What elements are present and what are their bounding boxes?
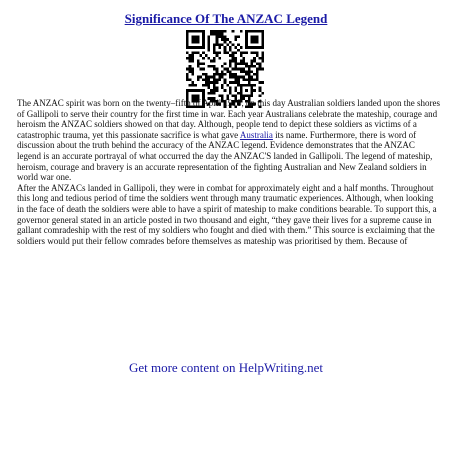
paragraph-1-text-end: its name. Furthermore, there is word of discussion about the truth behind the accuracy of the ANZAC legend. Evidence demonstrates that the ANZAC legend is an accurate portrayal of what occurred the day the ANZAC'S landed in Gallipoli. The legend of mateship, heroism, courage and bravery is an accurate representation of the fighting Australian and New Zealand soldiers in world war one.	[17, 129, 433, 183]
qr-code-icon	[186, 30, 264, 108]
document-body	[17, 98, 441, 246]
document-title[interactable]: Significance Of The ANZAC Legend	[124, 11, 328, 26]
australia-link[interactable]: Australia	[239, 129, 273, 140]
paragraph-1-text-start: The ANZAC spirit was born on the twenty–fifth of April 1915, on this day Australian soldiers landed upon the shores of Gallipoli to serve their country for the first time in war. Each year Australians celebrate the mateship, courage and heroism the ANZAC soldiers showed on that day. Although, people tend to depict these soldiers as victims of a catastrophic trauma, yet this passionate sacrifice is what gave	[17, 98, 440, 140]
paragraph-2: After the ANZACs landed in Gallipoli, they were in combat for approximately eight and a half months. Throughout this long and tedious period of time the soldiers went through many traumatic experiences. Although, when looking in the face of death the soldiers were able to have a spirit of mateship to make conditions bearable. To support this, a governor general stated in an article posted in two thousand and eight, “they gave their lives for a supreme cause in gallant comradeship with the rest of my soldiers who fought and died with them.” This source is exclaiming that the soldiers would put their fellow comrades before themselves as mateship was prioritised by them. Because of	[17, 182, 437, 246]
paragraph-1	[17, 98, 441, 183]
get-more-content-link[interactable]: Get more content on HelpWriting.net	[128, 360, 324, 375]
